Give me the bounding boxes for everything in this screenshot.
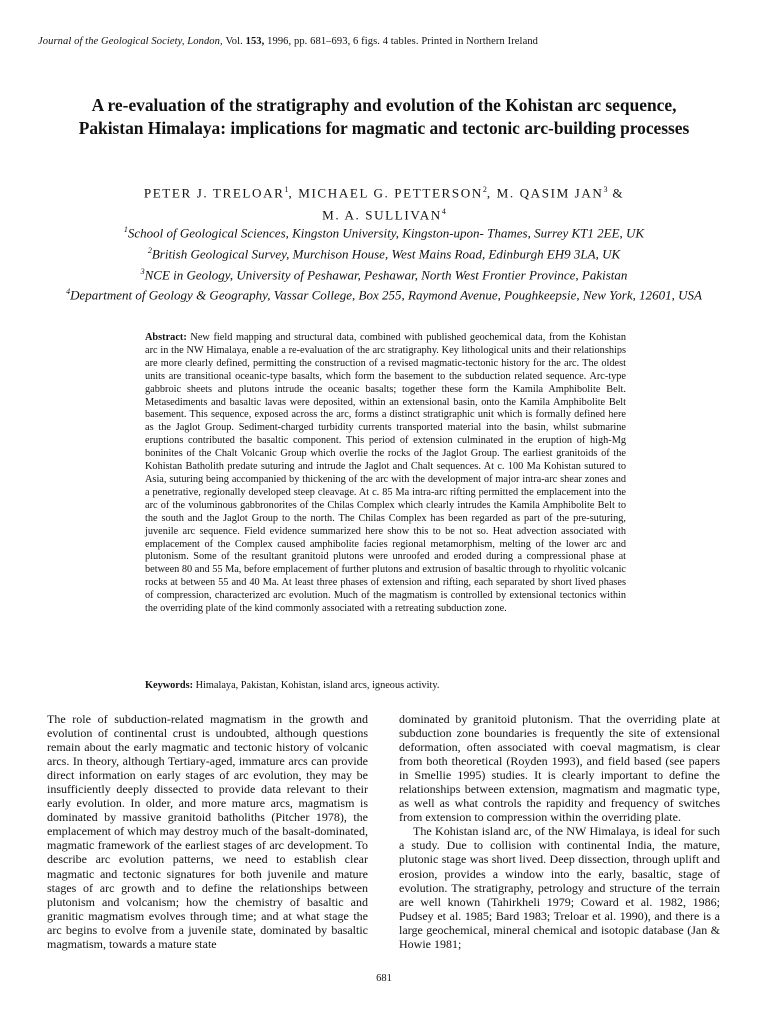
author-name: M. QASIM JAN (496, 185, 604, 201)
affiliation-mark: 3 (140, 266, 145, 276)
affiliation (30, 221, 738, 242)
author-name: MICHAEL G. PETTERSON (298, 185, 483, 201)
journal-citation (38, 36, 538, 47)
author-affiliation-mark: 4 (441, 207, 446, 217)
affiliation-text: NCE in Geology, University of Peshawar, Peshawar, North West Frontier Province, Pakistan (144, 266, 628, 282)
author-list (60, 180, 708, 225)
affiliation (30, 242, 738, 263)
author-affiliation-mark: 2 (482, 185, 487, 194)
keywords-label: Keywords: (145, 680, 194, 691)
body-column-right (399, 712, 720, 951)
author-name: M. A. SULLIVAN (322, 207, 442, 223)
affiliation-mark: 4 (66, 287, 71, 297)
body-column-left (47, 712, 368, 951)
author-name: PETER J. TRELOAR (143, 185, 285, 201)
author-separator: & (607, 185, 625, 201)
affiliation-text: British Geological Survey, Murchison House, West Mains Road, Edinburgh EH9 3LA, UK (151, 246, 621, 262)
body-paragraph: The role of subduction-related magmatism in the growth and evolution of continental crust is undoubted, although questions remain about the early magmatic and tectonic history of volcanic arcs. In theory, although Tertiary-aged, immature arcs can provide direct information on early stages of arc evolution, they may be insufficiently deeply dissected to provide data relevant to their early evolution. In older, and more mature arcs, magmatism is dominated by massive granitoid batholiths (Pitcher 1978), the emplacement of which may destroy much of the basalt-dominated, magmatic framework of the earliest stages of arc development. To describe arc evolution patterns, we need to establish clear magmatic and tectonic signatures for both juvenile and mature stages of arc growth and to define the relationships between plutonism and volcanism; how the chemistry of basaltic and granitic magmatism evolves through time; and at what stage the arc begins to evolve from a juvenile state, dominated by basaltic magmatism, towards a mature state (47, 712, 368, 951)
abstract-text: New field mapping and structural data, combined with published geochemical data, from the Kohistan arc in the NW Himalaya, enable a re-evaluation of the arc stratigraphy. Key lithological units and their relationships are more clearly defined, permitting the construction of a revised magmatic-tectonic history for the arc. The oldest units are transitional oceanic-type basalts, which form the basement to the subduction related sequence. Arc-type gabbroic sheets and plutons intrude the oceanic basalts; together these form the Kamila Amphibolite Belt. Metasediments and basaltic lavas were deposited, within an extensional basin, onto the Kamila Amphibolite Belt basement. This sequence, exposed across the arc, forms a distinct stratigraphic unit which is formally defined here as the Jaglot Group. Sediment-charged turbidity currents transported material into the basin, whilst submarine eruptions contributed the basaltic component. This period of extension culminated in the eruption of high-Mg boninites of the Chalt Volcanic Group which overlie the rocks of the Jaglot Group. The earliest granitoids of the Kohistan Batholith predate suturing and intrude the Jaglot and Chalt sequences. At c. 100 Ma Kohistan sutured to Asia, suturing being accompanied by thickening of the arc with the development of major intra-arc shear zones and a penetrative, regionally developed steep cleavage. At c. 85 Ma intra-arc rifting permitted the emplacement into the arc of the voluminous gabbronorites of the Chilas Complex which clearly intrudes the Kamila Amphibolite Belt to the south and the Jaglot Group to the north. The Chilas Complex has been regarded as part of the pre-suturing, juvenile arc sequence. Field evidence summarized here show this to be not so. Heat advection associated with emplacement of the Complex caused amphibolite facies regional metamorphism, melting of the lower arc and plutonism. Some of the resultant granitoid plutons were unroofed and eroded during a compressional phase at between 80 and 55 Ma, before emplacement of further plutons and extrusion of basaltic through to rhyolitic volcanic rocks at between 55 and 40 Ma. At least three phases of extension and rifting, each separated by short lived phases of compression, characterized arc evolution. Much of the magmatism is controlled by extensional tectonics within the overriding plate of the kind commonly associated with a retreating subduction zone. (145, 332, 626, 615)
citation-details: 1996, pp. 681–693, 6 figs. 4 tables. Printed in Northern Ireland (267, 36, 539, 47)
page-number: 681 (376, 973, 392, 984)
affiliation-list (30, 221, 738, 304)
journal-name: Journal of the Geological Society, London, (38, 36, 223, 47)
affiliation-mark: 1 (123, 225, 128, 234)
author-separator: , (288, 185, 299, 201)
affiliation (30, 283, 738, 304)
abstract (145, 332, 626, 616)
author-affiliation-mark: 1 (284, 185, 289, 194)
affiliation-mark: 2 (147, 245, 152, 255)
body-paragraph: The Kohistan island arc, of the NW Himalaya, is ideal for such a study. Due to collision with continental India, the mature, plutonic stage was short lived. Deep dissection, through uplift and erosion, provides a window into the early, basaltic, stage of evolution. The stratigraphy, petrology and structure of the terrain are well known (Tahirkheli 1979; Coward et al. 1982, 1986; Pudsey et al. 1985; Bard 1983; Treloar et al. 1990), and there is a large geochemical, mineral chemical and isotopic database (Jan & Howie 1981; (399, 824, 720, 951)
keywords (145, 680, 626, 691)
volume-label: Vol. (225, 36, 243, 47)
author-affiliation-mark: 3 (603, 185, 608, 194)
volume-number: 153, (245, 36, 265, 47)
author-separator: , (486, 185, 497, 201)
affiliation-text: School of Geological Sciences, Kingston University, Kingston-upon- Thames, Surrey KT1 2EE, UK (127, 225, 645, 241)
keywords-text: Himalaya, Pakistan, Kohistan, island arcs, igneous activity. (195, 680, 440, 691)
affiliation-text: Department of Geology & Geography, Vassar College, Box 255, Raymond Avenue, Poughkeepsie, New York, 12601, USA (70, 287, 702, 303)
affiliation (30, 263, 738, 284)
abstract-label: Abstract: (145, 332, 187, 343)
body-paragraph: dominated by granitoid plutonism. That the overriding plate at subduction zone boundaries is frequently the site of extensional deformation, often associated with coeval magmatism, is clear from both theoretical (Royden 1993), and field based (see papers in Smellie 1995) studies. It is clearly important to define the relationships between extension, magmatism and magmatic type, as well as what controls the rapidity and frequency of switches from extension to compression within the overriding plate. (399, 712, 720, 825)
paper-title: A re-evaluation of the stratigraphy and evolution of the Kohistan arc sequence, Pakistan Himalaya: implications for magmatic and tectonic arc-building processes (78, 95, 690, 138)
